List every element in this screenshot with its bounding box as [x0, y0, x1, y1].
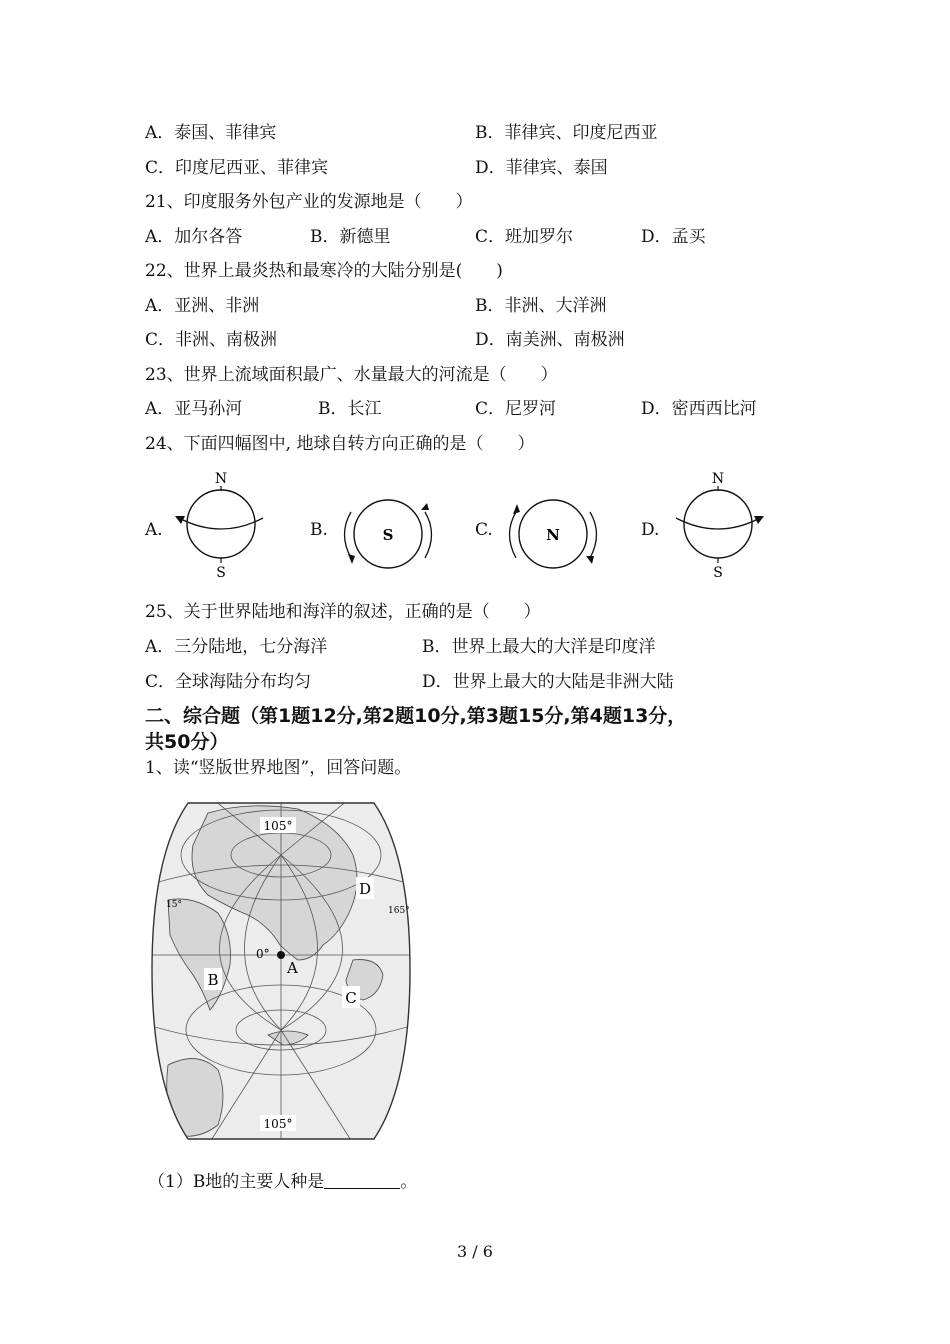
q24-figure-d: [668, 466, 768, 582]
map-label-bottom-105: 105°: [263, 1117, 293, 1131]
pole-label: N: [546, 526, 560, 544]
q24-fig-label-b: B.: [310, 520, 328, 540]
answer-blank[interactable]: [324, 1172, 400, 1189]
north-label: N: [711, 471, 725, 487]
q21-option-c: C．班加罗尔: [475, 227, 574, 247]
globe-circle: [684, 490, 752, 558]
north-label: N: [214, 471, 228, 487]
q20-option-b: B．菲律宾、印度尼西亚: [475, 123, 658, 143]
q22-option-c: C．非洲、南极洲: [145, 330, 278, 350]
section2-heading-line2: 共50分）: [145, 731, 229, 753]
rotation-arrow-icon: [348, 554, 355, 564]
equator-curve: [676, 518, 760, 529]
q25-option-c: C．全球海陆分布均匀: [145, 672, 312, 692]
q21-option-b: B．新德里: [310, 227, 391, 247]
q24-fig-label-a: A.: [145, 520, 163, 540]
q22-stem: 22、世界上最炎热和最寒冷的大陆分别是( ): [145, 261, 503, 281]
q23-stem: 23、世界上流域面积最广、水量最大的河流是（ ）: [145, 365, 558, 385]
q21-option-a: A．加尔各答: [145, 227, 243, 247]
q21-option-d: D．孟买: [641, 227, 706, 247]
q24-fig-label-d: D.: [641, 520, 660, 540]
vertical-world-map: [148, 795, 414, 1145]
section2-heading-line1: 二、综合题（第1题12分,第2题10分,第3题15分,第4题13分，: [145, 705, 687, 727]
q24-figure-a: [170, 466, 270, 582]
q23-option-d: D．密西西比河: [641, 399, 757, 419]
q24-figure-b: [338, 494, 438, 574]
q22-option-a: A．亚洲、非洲: [145, 296, 260, 316]
q25-stem: 25、关于世界陆地和海洋的叙述，正确的是（ ）: [145, 602, 541, 622]
globe-circle: [187, 490, 255, 558]
map-label-15: 15°: [166, 900, 182, 910]
q23-option-c: C．尼罗河: [475, 399, 557, 419]
point-a-marker: [277, 951, 285, 959]
q25-option-a: A．三分陆地，七分海洋: [145, 637, 328, 657]
rotation-arrow-icon: [421, 503, 429, 510]
q20-option-c: C．印度尼西亚、菲律宾: [145, 158, 329, 178]
map-label-d: D: [358, 880, 372, 898]
q25-option-b: B．世界上最大的大洋是印度洋: [422, 637, 656, 657]
q1-stem: 1、读“竖版世界地图”，回答问题。: [145, 758, 412, 778]
q25-option-d: D．世界上最大的大陆是非洲大陆: [422, 672, 674, 692]
q22-option-b: B．非洲、大洋洲: [475, 296, 607, 316]
q23-option-a: A．亚马孙河: [145, 399, 243, 419]
q1-sub1-prefix: （1）B地的主要人种是: [148, 1172, 325, 1192]
pole-label: S: [382, 526, 394, 544]
map-label-top-105: 105°: [263, 819, 293, 833]
q21-stem: 21、印度服务外包产业的发源地是（ ）: [145, 192, 473, 212]
map-label-0: 0°: [256, 947, 270, 961]
south-label: S: [713, 565, 723, 581]
q1-sub1-suffix: 。: [400, 1172, 418, 1192]
q20-option-a: A．泰国、菲律宾: [145, 123, 277, 143]
south-label: S: [216, 565, 226, 581]
map-label-a: A: [287, 959, 298, 977]
q23-option-b: B．长江: [318, 399, 382, 419]
equator-curve: [179, 518, 263, 529]
q24-fig-label-c: C.: [475, 520, 493, 540]
map-label-165: 165°: [388, 906, 410, 916]
rotation-arrow-icon: [586, 556, 594, 564]
q1-sub1: [148, 1171, 417, 1193]
americas-land: [167, 1059, 223, 1137]
map-label-b: B: [207, 971, 219, 989]
page-number: 3 / 6: [457, 1242, 493, 1261]
map-label-c: C: [345, 989, 357, 1007]
q24-figure-c: [503, 494, 603, 574]
q24-stem: 24、下面四幅图中, 地球自转方向正确的是（ ）: [145, 434, 535, 454]
q22-option-d: D．南美洲、南极洲: [475, 330, 625, 350]
q20-option-d: D．菲律宾、泰国: [475, 158, 608, 178]
rotation-arrow-icon: [513, 504, 520, 514]
